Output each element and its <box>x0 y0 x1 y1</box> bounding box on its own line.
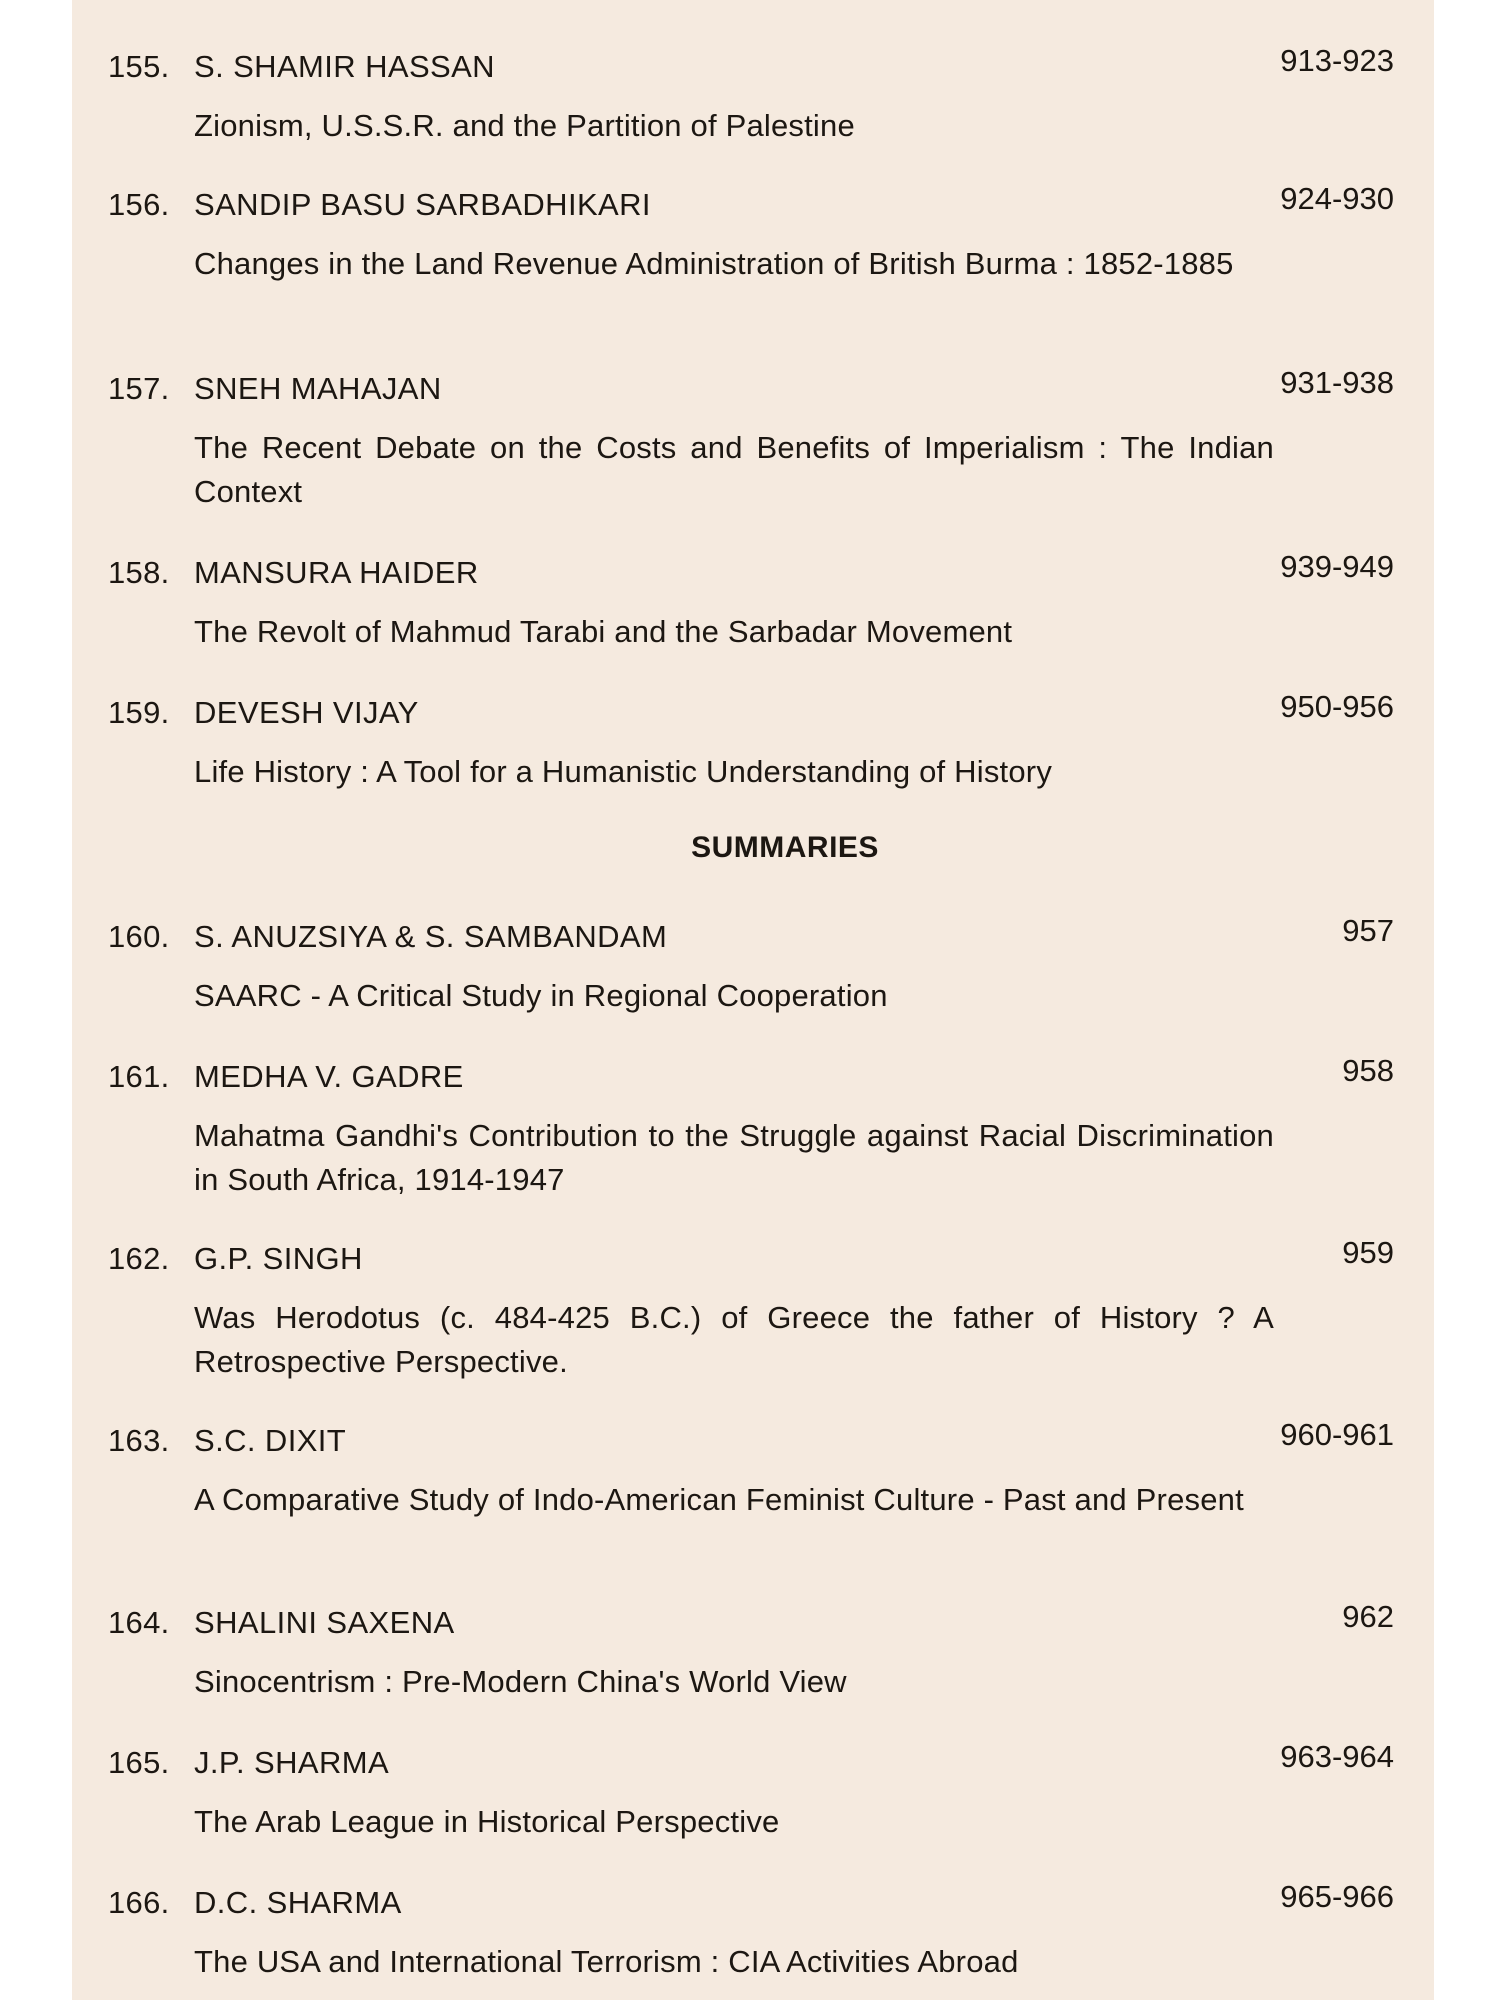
entry-title: A Comparative Study of Indo-American Feminist Culture - Past and Present <box>194 1482 1244 1517</box>
entry-number: 160. <box>108 919 170 954</box>
entry-title: The Revolt of Mahmud Tarabi and the Sarbadar Movement <box>194 614 1013 649</box>
entry-title: Mahatma Gandhi's Contribution to the Struggle against Racial Discrimination in South Africa, 1914-1947 <box>194 1118 1274 1197</box>
entry-author: SANDIP BASU SARBADHIKARI <box>194 187 651 222</box>
entry-author: SNEH MAHAJAN <box>194 371 442 406</box>
entry-title: The Recent Debate on the Costs and Benefits of Imperialism : The Indian Context <box>194 430 1274 509</box>
entry-title: Sinocentrism : Pre-Modern China's World View <box>194 1664 847 1699</box>
entry-author: S. SHAMIR HASSAN <box>194 49 495 84</box>
entry-number: 158. <box>108 555 170 590</box>
entry-pages: 959 <box>1342 1235 1394 1270</box>
entry-author: SHALINI SAXENA <box>194 1605 455 1640</box>
entry-pages: 939-949 <box>1280 549 1394 584</box>
entry-pages: 913-923 <box>1280 43 1394 78</box>
entry-number: 166. <box>108 1885 170 1920</box>
entry-pages: 963-964 <box>1280 1739 1394 1774</box>
entry-title: The USA and International Terrorism : CIA Activities Abroad <box>194 1944 1019 1979</box>
entry-author: S. ANUZSIYA & S. SAMBANDAM <box>194 919 668 954</box>
entry-number: 162. <box>108 1241 170 1276</box>
entry-pages: 965-966 <box>1280 1879 1394 1914</box>
entry-number: 159. <box>108 695 170 730</box>
entry-number: 165. <box>108 1745 170 1780</box>
entry-author: MEDHA V. GADRE <box>194 1059 464 1094</box>
entry-title: Changes in the Land Revenue Administration of British Burma : 1852-1885 <box>194 246 1234 281</box>
entry-pages: 931-938 <box>1280 365 1394 400</box>
summaries-heading: SUMMARIES <box>691 831 879 864</box>
entry-number: 164. <box>108 1605 170 1640</box>
entry-title: SAARC - A Critical Study in Regional Cooperation <box>194 978 888 1013</box>
entry-author: D.C. SHARMA <box>194 1885 402 1920</box>
entry-title: Zionism, U.S.S.R. and the Partition of Palestine <box>194 108 855 143</box>
book-page <box>72 0 1434 2000</box>
entry-number: 155. <box>108 49 170 84</box>
entry-pages: 957 <box>1342 913 1394 948</box>
entry-author: S.C. DIXIT <box>194 1423 347 1458</box>
entry-number: 161. <box>108 1059 170 1094</box>
entry-number: 157. <box>108 371 170 406</box>
entry-pages: 958 <box>1342 1053 1394 1088</box>
entry-pages: 962 <box>1342 1599 1394 1634</box>
entry-title: Was Herodotus (c. 484-425 B.C.) of Greece the father of History ? A Retrospective Perspective. <box>194 1300 1274 1379</box>
entry-number: 163. <box>108 1423 170 1458</box>
entry-author: MANSURA HAIDER <box>194 555 479 590</box>
entry-author: G.P. SINGH <box>194 1241 363 1276</box>
entry-pages: 924-930 <box>1280 181 1394 216</box>
entry-title: The Arab League in Historical Perspective <box>194 1804 780 1839</box>
entry-title: Life History : A Tool for a Humanistic Understanding of History <box>194 754 1053 789</box>
entry-number: 156. <box>108 187 170 222</box>
entry-author: J.P. SHARMA <box>194 1745 390 1780</box>
entry-author: DEVESH VIJAY <box>194 695 419 730</box>
entry-pages: 950-956 <box>1280 689 1394 724</box>
entry-pages: 960-961 <box>1280 1417 1394 1452</box>
